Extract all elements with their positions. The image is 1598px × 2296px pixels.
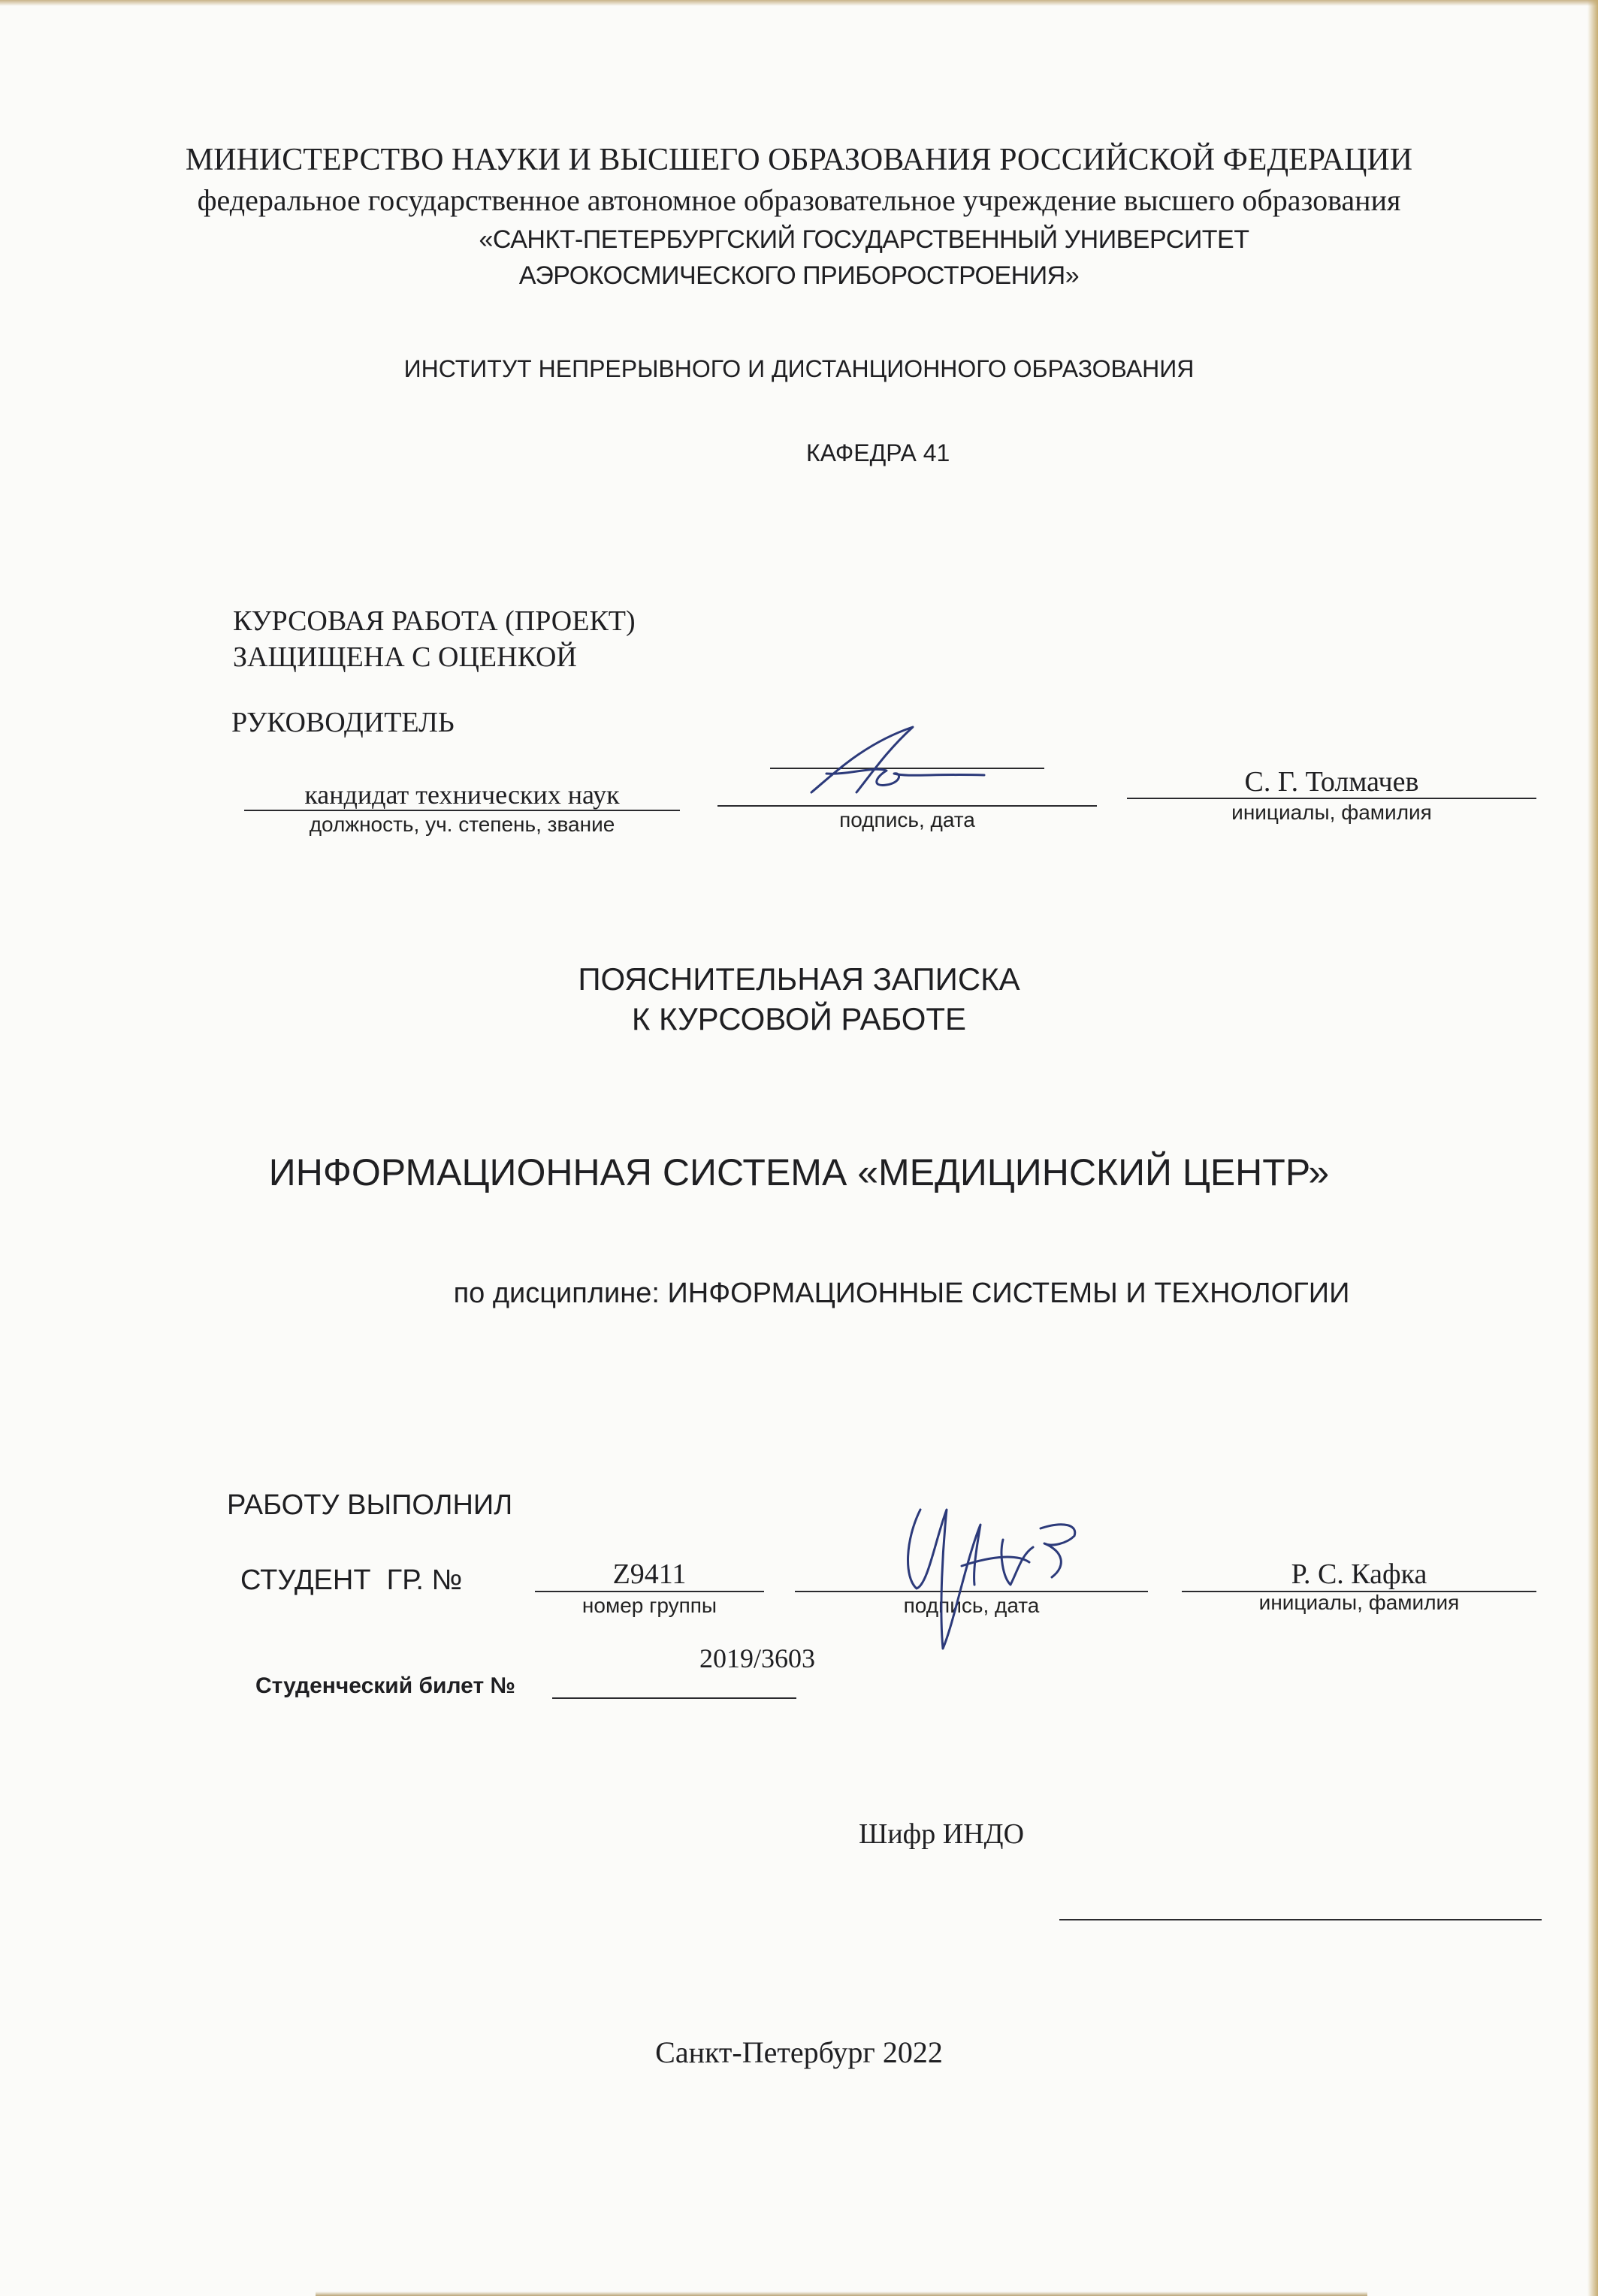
supervisor-signature bbox=[781, 721, 1007, 804]
institution-type: федеральное государственное автономное образовательное учреждение высшего образования bbox=[197, 183, 1401, 217]
document-type-line1: ПОЯСНИТЕЛЬНАЯ ЗАПИСКА bbox=[578, 961, 1020, 997]
supervisor-signature-line bbox=[717, 805, 1097, 807]
document-type-line2: К КУРСОВОЙ РАБОТЕ bbox=[631, 1001, 967, 1036]
student-name: Р. С. Кафка bbox=[1291, 1558, 1427, 1590]
institute-name: ИНСТИТУТ НЕПРЕРЫВНОГО И ДИСТАНЦИОННОГО ОБРАЗОВАНИЯ bbox=[403, 355, 1195, 382]
supervisor-name-caption: инициалы, фамилия bbox=[1231, 801, 1432, 824]
supervisor-name-line bbox=[1127, 798, 1536, 799]
department-name: КАФЕДРА 41 bbox=[806, 439, 950, 466]
paper-edge-bottom bbox=[316, 2291, 1367, 2296]
group-number: Z9411 bbox=[612, 1558, 687, 1590]
supervisor-signature-caption: подпись, дата bbox=[839, 808, 975, 831]
supervisor-position-line bbox=[244, 810, 680, 811]
ticket-number-line bbox=[552, 1697, 796, 1699]
defense-line1: КУРСОВАЯ РАБОТА (ПРОЕКТ) bbox=[233, 605, 636, 637]
university-name-line2: АЭРОКОСМИЧЕСКОГО ПРИБОРОСТРОЕНИЯ» bbox=[518, 261, 1080, 290]
supervisor-position: кандидат технических наук bbox=[304, 780, 620, 810]
cipher-line bbox=[1059, 1919, 1542, 1920]
paper-edge-top bbox=[0, 0, 1598, 6]
cipher-label: Шифр ИНДО bbox=[859, 1818, 1025, 1850]
defense-line2: ЗАЩИЩЕНА С ОЦЕНКОЙ bbox=[233, 641, 577, 673]
paper-edge-right bbox=[1587, 0, 1598, 2296]
university-name-line1: «САНКТ-ПЕТЕРБУРГСКИЙ ГОСУДАРСТВЕННЫЙ УНИВЕРСИТЕТ bbox=[479, 225, 1249, 254]
group-number-line bbox=[535, 1591, 764, 1592]
performed-label: РАБОТУ ВЫПОЛНИЛ bbox=[227, 1489, 513, 1521]
supervisor-label: РУКОВОДИТЕЛЬ bbox=[231, 707, 455, 738]
student-signature bbox=[890, 1495, 1093, 1652]
city-year: Санкт-Петербург 2022 bbox=[655, 2035, 943, 2069]
ticket-label: Студенческий билет № bbox=[255, 1673, 515, 1698]
group-number-caption: номер группы bbox=[582, 1594, 717, 1617]
supervisor-position-caption: должность, уч. степень, звание bbox=[309, 813, 615, 836]
student-signature-caption: подпись, дата bbox=[903, 1594, 1040, 1617]
student-name-caption: инициалы, фамилия bbox=[1258, 1591, 1460, 1614]
ministry-title: МИНИСТЕРСТВО НАУКИ И ВЫСШЕГО ОБРАЗОВАНИЯ РОССИЙСКОЙ ФЕДЕРАЦИИ bbox=[185, 143, 1413, 177]
discipline: по дисциплине: ИНФОРМАЦИОННЫЕ СИСТЕМЫ И ТЕХНОЛОГИИ bbox=[453, 1278, 1350, 1309]
ticket-number: 2019/3603 bbox=[699, 1643, 815, 1673]
group-label: СТУДЕНТ ГР. № bbox=[240, 1564, 463, 1596]
document-title: ИНФОРМАЦИОННАЯ СИСТЕМА «МЕДИЦИНСКИЙ ЦЕНТР» bbox=[268, 1151, 1330, 1193]
supervisor-name: С. Г. Толмачев bbox=[1244, 766, 1419, 798]
